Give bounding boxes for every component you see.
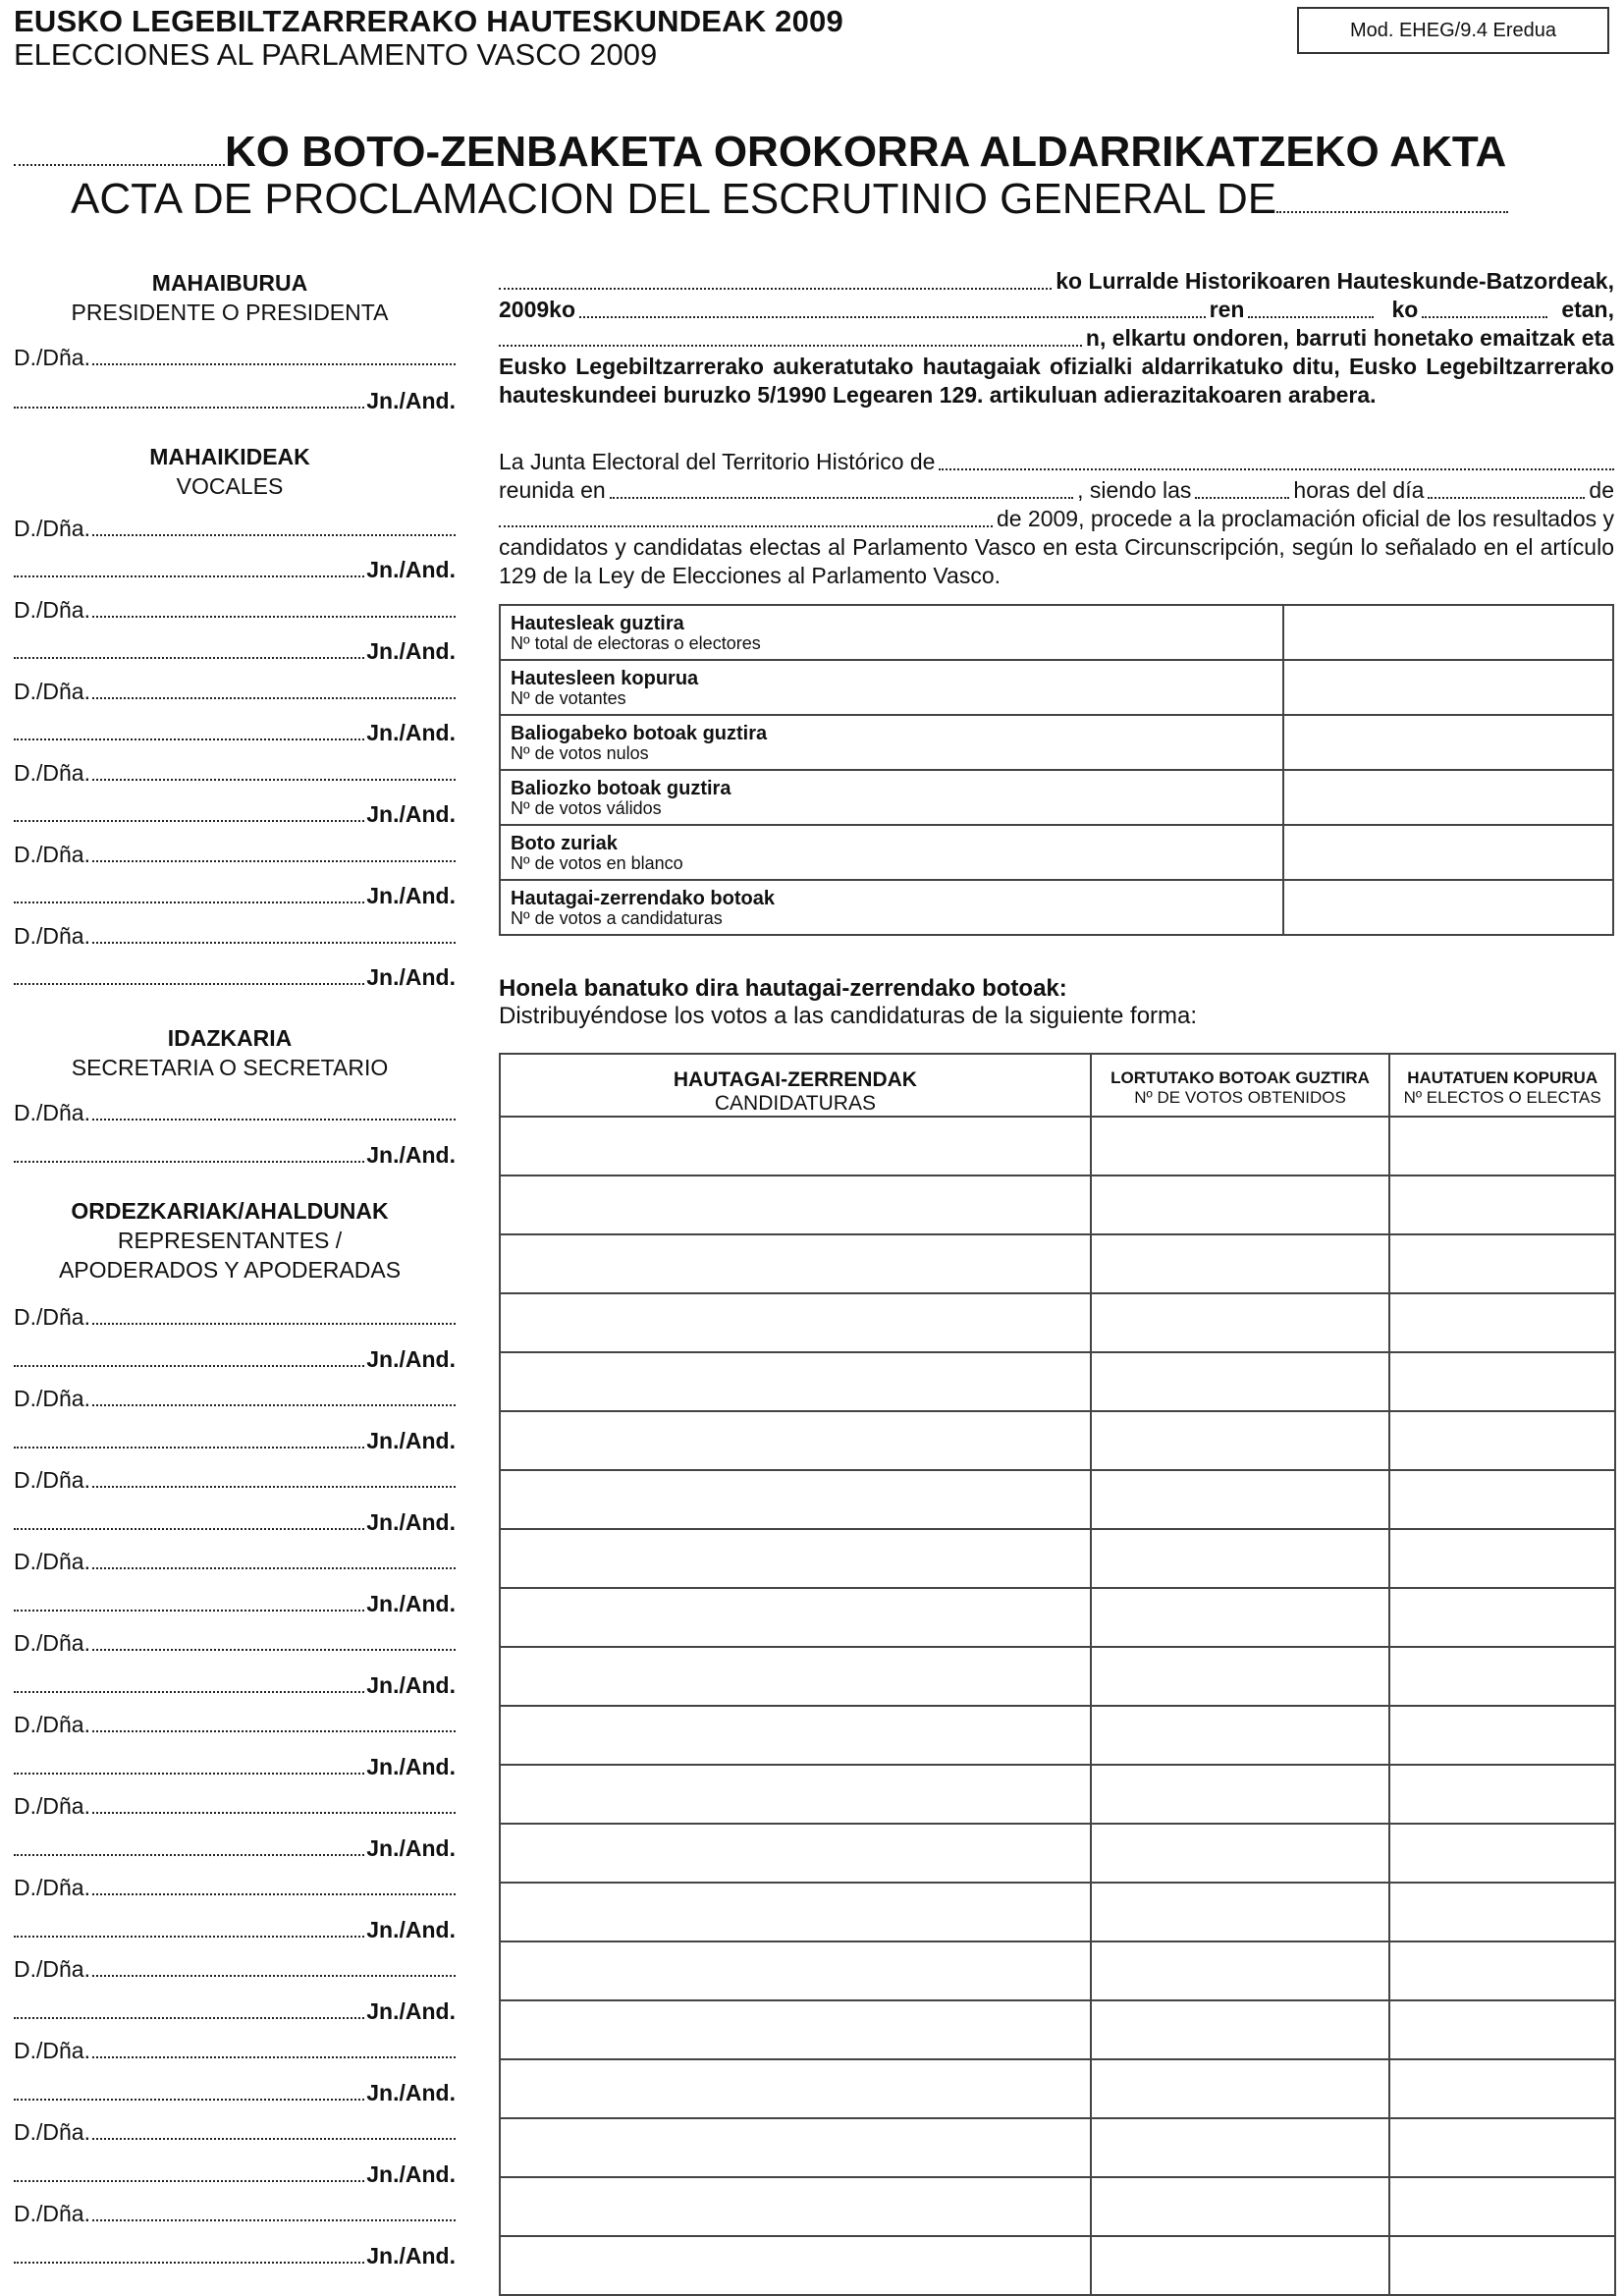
candidatura-cell[interactable]	[500, 1234, 1091, 1293]
signature-line[interactable]: Jn./And.	[14, 1914, 456, 1943]
signature-blank[interactable]	[14, 2099, 364, 2101]
signature-blank[interactable]	[14, 983, 364, 985]
name-line[interactable]: D./Dña.	[14, 513, 456, 542]
name-line[interactable]: D./Dña.	[14, 1464, 456, 1494]
electos-cell[interactable]	[1389, 1647, 1615, 1706]
name-blank[interactable]	[92, 942, 456, 944]
signature-line[interactable]: Jn./And.	[14, 554, 456, 583]
signature-line[interactable]: Jn./And.	[14, 717, 456, 746]
votos-cell[interactable]	[1091, 2177, 1389, 2236]
signature-blank[interactable]	[14, 820, 364, 822]
name-line[interactable]: D./Dña.	[14, 594, 456, 624]
name-line[interactable]: D./Dña.	[14, 676, 456, 705]
candidatura-cell[interactable]	[500, 2118, 1091, 2177]
name-line[interactable]: D./Dña.	[14, 2035, 456, 2064]
name-line[interactable]: D./Dña.	[14, 1097, 456, 1126]
blank-place-eu[interactable]	[499, 345, 1082, 347]
name-line[interactable]: D./Dña.	[14, 839, 456, 868]
signature-line[interactable]: Jn./And.	[14, 798, 456, 828]
summary-row	[500, 880, 1613, 935]
signature-blank[interactable]	[14, 1854, 364, 1856]
electos-cell[interactable]	[1389, 1117, 1615, 1175]
name-line[interactable]: D./Dña.	[14, 1627, 456, 1657]
name-line[interactable]: D./Dña.	[14, 757, 456, 787]
name-line[interactable]: D./Dña.	[14, 2198, 456, 2227]
electos-cell[interactable]	[1389, 2118, 1615, 2177]
blank-territory-es[interactable]	[939, 468, 1614, 470]
votos-cell[interactable]	[1091, 2000, 1389, 2059]
distribution-heading-eu: Honela banatuko dira hautagai-zerrendako botoak:	[499, 975, 1067, 1002]
summary-label: Hautesleen kopurua Nº de votantes	[500, 660, 1283, 715]
table-row	[500, 1706, 1615, 1765]
name-line[interactable]: D./Dña.	[14, 1872, 456, 1901]
signature-blank[interactable]	[14, 2017, 364, 2019]
signature-line[interactable]: Jn./And.	[14, 635, 456, 665]
electos-cell[interactable]	[1389, 1293, 1615, 1352]
candidatura-cell[interactable]	[500, 2177, 1091, 2236]
summary-row	[500, 605, 1613, 660]
table-row	[500, 1529, 1615, 1588]
votos-cell[interactable]	[1091, 1941, 1389, 2000]
signature-blank[interactable]	[14, 738, 364, 740]
signature-blank[interactable]	[14, 1447, 364, 1449]
votos-cell[interactable]	[1091, 1175, 1389, 1234]
signature-line[interactable]: Jn./And.	[14, 1588, 456, 1617]
name-blank[interactable]	[92, 2138, 456, 2140]
signature-blank[interactable]	[14, 1528, 364, 1530]
signature-line[interactable]: Jn./And.	[14, 2240, 456, 2269]
signature-line[interactable]: Jn./And.	[14, 1343, 456, 1373]
summary-row	[500, 660, 1613, 715]
votos-cell[interactable]	[1091, 1647, 1389, 1706]
name-blank[interactable]	[92, 2219, 456, 2221]
candidatura-cell[interactable]	[500, 2059, 1091, 2118]
signature-blank[interactable]	[14, 1365, 364, 1367]
section-secretary: IDAZKARIA SECRETARIA O SECRETARIO	[71, 1025, 389, 1080]
basque-paragraph: ko Lurralde Historikoaren Hauteskunde-Batzordeak, 2009ko ren ko etan, n, elkartu ondoren, barruti honetako emaitzak eta Eusko Legebiltzarrerako aukeratutako hautagaiak ofizialki aldarrikatuko ditu, Eusko Legebiltzarrerako hauteskundeei buruzko 5/1990 Legearen 129. artikuluan adierazitakoaren arabera.	[499, 268, 1614, 408]
table-row	[500, 1941, 1615, 2000]
signature-line[interactable]: Jn./And.	[14, 2077, 456, 2106]
table-row	[500, 1411, 1615, 1470]
name-blank[interactable]	[92, 1730, 456, 1732]
table-row	[500, 1352, 1615, 1411]
name-line[interactable]: D./Dña.	[14, 1301, 456, 1331]
title-eu	[14, 128, 1506, 177]
table-row	[500, 2000, 1615, 2059]
summary-row	[500, 715, 1613, 770]
votos-cell[interactable]	[1091, 1765, 1389, 1824]
votos-cell[interactable]	[1091, 1117, 1389, 1175]
electos-cell[interactable]	[1389, 1824, 1615, 1883]
summary-label: Boto zuriak Nº de votos en blanco	[500, 825, 1283, 880]
signature-blank[interactable]	[14, 657, 364, 659]
signature-line[interactable]: Jn./And.	[14, 961, 456, 991]
name-line[interactable]: D./Dña.	[14, 1546, 456, 1575]
summary-value-cell[interactable]	[1283, 825, 1613, 880]
table-row	[500, 1234, 1615, 1293]
electos-cell[interactable]	[1389, 1588, 1615, 1647]
electos-cell[interactable]	[1389, 1352, 1615, 1411]
summary-row	[500, 825, 1613, 880]
name-blank[interactable]	[92, 1893, 456, 1895]
name-blank[interactable]	[92, 1649, 456, 1651]
table-row	[500, 1765, 1615, 1824]
candidatura-cell[interactable]	[500, 2000, 1091, 2059]
candidatura-cell[interactable]	[500, 1706, 1091, 1765]
signature-blank[interactable]	[14, 2180, 364, 2182]
candidatura-cell[interactable]	[500, 1765, 1091, 1824]
section-president: MAHAIBURUA PRESIDENTE O PRESIDENTA	[71, 270, 389, 325]
signature-blank[interactable]	[14, 407, 364, 409]
model-box: Mod. EHEG/9.4 Eredua	[1297, 7, 1609, 54]
title-eu-text: KO BOTO-ZENBAKETA OROKORRA ALDARRIKATZEKO AKTA	[225, 128, 1507, 176]
signature-line[interactable]: Jn./And.	[14, 1995, 456, 2025]
name-blank[interactable]	[92, 779, 456, 781]
electos-cell[interactable]	[1389, 1470, 1615, 1529]
signature-blank[interactable]	[14, 1691, 364, 1693]
votos-cell[interactable]	[1091, 1293, 1389, 1352]
summary-label: Baliogabeko botoak guztira Nº de votos nulos	[500, 715, 1283, 770]
name-blank[interactable]	[92, 697, 456, 699]
electos-cell[interactable]	[1389, 2000, 1615, 2059]
name-line[interactable]: D./Dña.	[14, 342, 456, 371]
signature-line[interactable]: Jn./And.	[14, 1425, 456, 1454]
signature-line[interactable]: Jn./And.	[14, 1506, 456, 1536]
title-blank-eu[interactable]	[14, 155, 225, 166]
table-row	[500, 1883, 1615, 1941]
col-electos: HAUTATUEN KOPURUA Nº ELECTOS O ELECTAS	[1389, 1054, 1615, 1117]
signature-line[interactable]: Jn./And.	[14, 880, 456, 909]
candidatura-cell[interactable]	[500, 1647, 1091, 1706]
title-blank-es[interactable]	[1276, 202, 1508, 213]
electos-cell[interactable]	[1389, 1765, 1615, 1824]
candidatura-cell[interactable]	[500, 1529, 1091, 1588]
signature-line[interactable]: Jn./And.	[14, 2159, 456, 2188]
blank-month-es[interactable]	[499, 525, 993, 527]
candidatura-cell[interactable]	[500, 1352, 1091, 1411]
signature-blank[interactable]	[14, 1773, 364, 1775]
electos-cell[interactable]	[1389, 1706, 1615, 1765]
summary-value-cell[interactable]	[1283, 605, 1613, 660]
electos-cell[interactable]	[1389, 1234, 1615, 1293]
summary-value-cell[interactable]	[1283, 880, 1613, 935]
votos-cell[interactable]	[1091, 1588, 1389, 1647]
votos-cell[interactable]	[1091, 1470, 1389, 1529]
electos-cell[interactable]	[1389, 1529, 1615, 1588]
header-title-es: ELECCIONES AL PARLAMENTO VASCO 2009	[14, 37, 658, 72]
name-blank[interactable]	[92, 1975, 456, 1977]
title-es	[71, 175, 1508, 224]
table-row	[500, 2177, 1615, 2236]
table-row	[500, 2059, 1615, 2118]
signature-blank[interactable]	[14, 575, 364, 577]
votos-cell[interactable]	[1091, 1234, 1389, 1293]
electos-cell[interactable]	[1389, 1411, 1615, 1470]
signature-blank[interactable]	[14, 902, 364, 903]
signature-line[interactable]: Jn./And.	[14, 1139, 456, 1169]
signature-line[interactable]: Jn./And.	[14, 1832, 456, 1862]
summary-value-cell[interactable]	[1283, 660, 1613, 715]
candidatura-cell[interactable]	[500, 1470, 1091, 1529]
table-row	[500, 1293, 1615, 1352]
summary-label: Baliozko botoak guztira Nº de votos válidos	[500, 770, 1283, 825]
name-blank[interactable]	[92, 1323, 456, 1325]
votos-cell[interactable]	[1091, 1529, 1389, 1588]
name-line[interactable]: D./Dña.	[14, 1709, 456, 1738]
candidatura-cell[interactable]	[500, 1411, 1091, 1470]
votos-cell[interactable]	[1091, 2118, 1389, 2177]
electos-cell[interactable]	[1389, 1883, 1615, 1941]
candidatura-cell[interactable]	[500, 1883, 1091, 1941]
votos-cell[interactable]	[1091, 1883, 1389, 1941]
blank-day-eu[interactable]	[1422, 316, 1547, 318]
signature-line[interactable]: Jn./And.	[14, 1669, 456, 1699]
name-line[interactable]: D./Dña.	[14, 2116, 456, 2146]
blank-hour-es[interactable]	[1195, 497, 1289, 499]
name-blank[interactable]	[92, 1812, 456, 1814]
summary-value-cell[interactable]	[1283, 770, 1613, 825]
candidatura-cell[interactable]	[500, 1117, 1091, 1175]
col-candidaturas: HAUTAGAI-ZERRENDAK CANDIDATURAS	[500, 1054, 1091, 1117]
signature-line[interactable]: Jn./And.	[14, 385, 456, 414]
name-blank[interactable]	[92, 534, 456, 536]
electos-cell[interactable]	[1389, 2059, 1615, 2118]
table-row	[500, 2118, 1615, 2177]
name-blank[interactable]	[92, 1119, 456, 1121]
spanish-paragraph-rest: candidatos y candidatas electas al Parlamento Vasco en esta Circunscripción, según lo señalado en el artículo 129 de la Ley de Elecciones al Parlamento Vasco.	[499, 534, 1614, 588]
votos-cell[interactable]	[1091, 1352, 1389, 1411]
basque-paragraph-rest: Eusko Legebiltzarrerako aukeratutako hautagaiak ofizialki aldarrikatuko ditu, Eusko Legebiltzarrerako hauteskundeei buruzko 5/1990 Legearen 129. artikuluan adierazitakoaren arabera.	[499, 354, 1614, 408]
name-line[interactable]: D./Dña.	[14, 1790, 456, 1820]
title-es-text: ACTA DE PROCLAMACION DEL ESCRUTINIO GENERAL DE	[71, 175, 1277, 223]
blank-year-eu[interactable]	[579, 316, 1206, 318]
spanish-paragraph: La Junta Electoral del Territorio Histórico de reunida en , siendo las horas del día de de 2009, procede a la proclamación oficial de los resultados y candidatos y candidatas electas al Parlamento Vasco en esta Circunscripción, según lo señalado en el artículo 129 de la Ley de Elecciones al Parlamento Vasco.	[499, 449, 1614, 588]
col-votos-obtenidos: LORTUTAKO BOTOAK GUZTIRA Nº DE VOTOS OBTENIDOS	[1091, 1054, 1389, 1117]
table-row	[500, 1175, 1615, 1234]
table-row	[500, 1470, 1615, 1529]
summary-row	[500, 770, 1613, 825]
section-vocales: MAHAIKIDEAK VOCALES	[149, 444, 310, 499]
table-row	[500, 1117, 1615, 1175]
blank-day-es[interactable]	[1428, 497, 1585, 499]
name-blank[interactable]	[92, 1567, 456, 1569]
votos-cell[interactable]	[1091, 2236, 1389, 2295]
electos-cell[interactable]	[1389, 2177, 1615, 2236]
blank-territory-eu[interactable]	[499, 288, 1052, 290]
summary-label: Hautagai-zerrendako botoak Nº de votos a candidaturas	[500, 880, 1283, 935]
section-representatives: ORDEZKARIAK/AHALDUNAK REPRESENTANTES / APODERADOS Y APODERADAS	[58, 1198, 402, 1283]
electos-cell[interactable]	[1389, 1941, 1615, 2000]
signature-blank[interactable]	[14, 1610, 364, 1612]
summary-value-cell[interactable]	[1283, 715, 1613, 770]
signature-blank[interactable]	[14, 1936, 364, 1938]
distribution-heading-es: Distribuyéndose los votos a las candidaturas de la siguiente forma:	[499, 1003, 1198, 1029]
votos-cell[interactable]	[1091, 1824, 1389, 1883]
table-row	[500, 1588, 1615, 1647]
vote-summary-table	[499, 604, 1614, 936]
blank-place-es[interactable]	[610, 497, 1073, 499]
candidatura-cell[interactable]	[500, 1293, 1091, 1352]
signature-blank[interactable]	[14, 1161, 364, 1163]
votos-cell[interactable]	[1091, 1411, 1389, 1470]
name-blank[interactable]	[92, 1486, 456, 1488]
name-line[interactable]: D./Dña.	[14, 920, 456, 950]
candidatura-cell[interactable]	[500, 1941, 1091, 2000]
name-blank[interactable]	[92, 616, 456, 618]
electos-cell[interactable]	[1389, 1175, 1615, 1234]
candidatures-table	[499, 1053, 1616, 2296]
table-row	[500, 2236, 1615, 2295]
signature-blank[interactable]	[14, 2262, 364, 2264]
candidatura-cell[interactable]	[500, 2236, 1091, 2295]
name-blank[interactable]	[92, 363, 456, 365]
signature-line[interactable]: Jn./And.	[14, 1751, 456, 1780]
table-row	[500, 1647, 1615, 1706]
votos-cell[interactable]	[1091, 2059, 1389, 2118]
table-row	[500, 1824, 1615, 1883]
votos-cell[interactable]	[1091, 1706, 1389, 1765]
candidatura-cell[interactable]	[500, 1824, 1091, 1883]
header-title-eu: EUSKO LEGEBILTZARRERAKO HAUTESKUNDEAK 2009	[14, 4, 843, 38]
name-blank[interactable]	[92, 860, 456, 862]
name-blank[interactable]	[92, 2056, 456, 2058]
name-blank[interactable]	[92, 1404, 456, 1406]
name-line[interactable]: D./Dña.	[14, 1953, 456, 1983]
candidatura-cell[interactable]	[500, 1175, 1091, 1234]
summary-label: Hautesleak guztira Nº total de electoras o electores	[500, 605, 1283, 660]
name-line[interactable]: D./Dña.	[14, 1383, 456, 1412]
candidatura-cell[interactable]	[500, 1588, 1091, 1647]
electos-cell[interactable]	[1389, 2236, 1615, 2295]
blank-month-eu[interactable]	[1248, 316, 1374, 318]
